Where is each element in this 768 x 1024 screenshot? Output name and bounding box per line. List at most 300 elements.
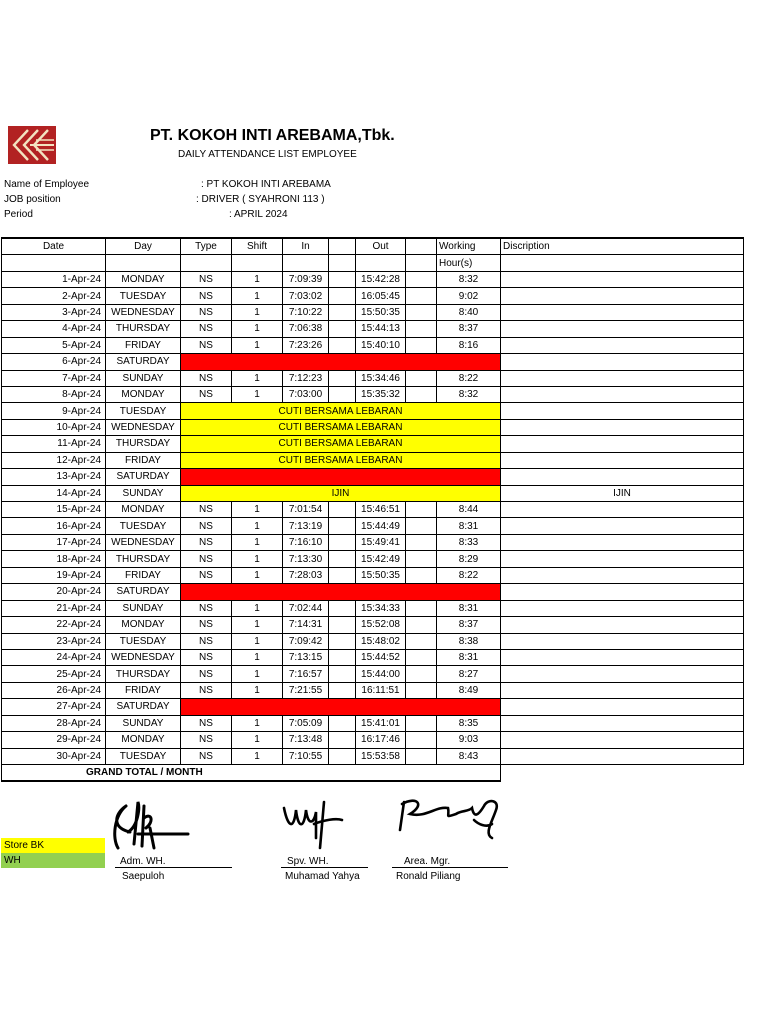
- signature-adm-wh: [108, 798, 192, 862]
- hours-cell: 8:31: [437, 600, 501, 616]
- table-row: [2, 732, 744, 748]
- table-row: [2, 502, 744, 518]
- company-name: PT. KOKOH INTI AREBAMA,Tbk.: [150, 127, 395, 144]
- shift-cell: 1: [232, 534, 283, 550]
- shift-cell: 1: [232, 715, 283, 731]
- date-cell: 23-Apr-24: [2, 633, 106, 649]
- date-cell: 15-Apr-24: [2, 502, 106, 518]
- description-cell: [501, 436, 744, 452]
- description-cell: [501, 403, 744, 419]
- spacer-cell: [406, 748, 437, 764]
- spacer-cell: [329, 600, 356, 616]
- shift-cell: 1: [232, 304, 283, 320]
- day-cell: SUNDAY: [106, 715, 181, 731]
- table-row: [2, 534, 744, 550]
- description-cell: [501, 469, 744, 485]
- type-cell: NS: [181, 288, 232, 304]
- spacer-cell: [329, 386, 356, 402]
- spacer-cell: [406, 633, 437, 649]
- out-cell: 15:34:33: [356, 600, 406, 616]
- type-cell: NS: [181, 715, 232, 731]
- description-cell: [501, 419, 744, 435]
- date-cell: 9-Apr-24: [2, 403, 106, 419]
- date-cell: 24-Apr-24: [2, 649, 106, 665]
- hours-cell: 8:27: [437, 666, 501, 682]
- shift-cell: 1: [232, 502, 283, 518]
- day-cell: FRIDAY: [106, 567, 181, 583]
- date-cell: 16-Apr-24: [2, 518, 106, 534]
- in-cell: 7:03:00: [283, 386, 329, 402]
- table-row: [2, 567, 744, 583]
- shift-cell: 1: [232, 682, 283, 698]
- description-cell: [501, 534, 744, 550]
- period-label: Period: [4, 209, 33, 220]
- header-working: Working: [437, 238, 501, 255]
- signature-line-1: [115, 867, 232, 868]
- date-cell: 14-Apr-24: [2, 485, 106, 501]
- hours-cell: 9:02: [437, 288, 501, 304]
- description-cell: [501, 551, 744, 567]
- description-cell: [501, 699, 744, 715]
- leave-cell: IJIN: [181, 485, 501, 501]
- spacer-cell: [406, 649, 437, 665]
- header-spacer: [329, 238, 356, 255]
- day-cell: SATURDAY: [106, 699, 181, 715]
- date-cell: 21-Apr-24: [2, 600, 106, 616]
- type-cell: NS: [181, 748, 232, 764]
- in-cell: 7:06:38: [283, 321, 329, 337]
- description-cell: [501, 502, 744, 518]
- spacer-cell: [329, 321, 356, 337]
- in-cell: 7:12:23: [283, 370, 329, 386]
- description-cell: [501, 337, 744, 353]
- hours-cell: 9:03: [437, 732, 501, 748]
- date-cell: 18-Apr-24: [2, 551, 106, 567]
- spacer-cell: [329, 666, 356, 682]
- description-cell: [501, 271, 744, 287]
- table-row: [2, 452, 744, 468]
- table-row: [2, 518, 744, 534]
- signature-title-1: Adm. WH.: [120, 856, 166, 867]
- grand-total-label: GRAND TOTAL / MONTH: [2, 765, 501, 782]
- spacer-cell: [329, 567, 356, 583]
- description-cell: [501, 617, 744, 633]
- in-cell: 7:23:26: [283, 337, 329, 353]
- header-description: Discription: [501, 238, 744, 255]
- shift-cell: 1: [232, 337, 283, 353]
- spacer-cell: [329, 748, 356, 764]
- spacer-cell: [329, 271, 356, 287]
- table-row: [2, 584, 744, 600]
- description-cell: [501, 600, 744, 616]
- day-cell: WEDNESDAY: [106, 304, 181, 320]
- shift-cell: 1: [232, 370, 283, 386]
- spacer-cell: [406, 518, 437, 534]
- out-cell: 15:35:32: [356, 386, 406, 402]
- header-row: [2, 238, 744, 255]
- date-cell: 2-Apr-24: [2, 288, 106, 304]
- description-cell: [501, 584, 744, 600]
- type-cell: NS: [181, 551, 232, 567]
- shift-cell: 1: [232, 649, 283, 665]
- type-cell: NS: [181, 617, 232, 633]
- type-cell: NS: [181, 633, 232, 649]
- spacer-cell: [329, 633, 356, 649]
- table-row: [2, 682, 744, 698]
- type-cell: NS: [181, 304, 232, 320]
- spacer-cell: [329, 682, 356, 698]
- out-cell: 15:50:35: [356, 567, 406, 583]
- spacer-cell: [406, 666, 437, 682]
- hours-cell: 8:35: [437, 715, 501, 731]
- table-row: [2, 337, 744, 353]
- day-cell: SUNDAY: [106, 600, 181, 616]
- in-cell: 7:13:30: [283, 551, 329, 567]
- type-cell: NS: [181, 271, 232, 287]
- spacer-cell: [329, 370, 356, 386]
- type-cell: NS: [181, 600, 232, 616]
- header-in: In: [283, 238, 329, 255]
- hours-cell: 8:31: [437, 518, 501, 534]
- out-cell: 15:41:01: [356, 715, 406, 731]
- header-shift: Shift: [232, 238, 283, 255]
- date-cell: 5-Apr-24: [2, 337, 106, 353]
- table-row: [2, 370, 744, 386]
- description-cell: [501, 386, 744, 402]
- header-out: Out: [356, 238, 406, 255]
- table-row: [2, 469, 744, 485]
- legend-store-bk: Store BK: [1, 838, 105, 853]
- in-cell: 7:10:22: [283, 304, 329, 320]
- table-row: [2, 485, 744, 501]
- hours-cell: 8:22: [437, 567, 501, 583]
- in-cell: 7:14:31: [283, 617, 329, 633]
- day-cell: WEDNESDAY: [106, 419, 181, 435]
- job-position-label: JOB position: [4, 194, 61, 205]
- type-cell: NS: [181, 567, 232, 583]
- out-cell: 15:40:10: [356, 337, 406, 353]
- employee-name-label: Name of Employee: [4, 179, 90, 190]
- date-cell: 3-Apr-24: [2, 304, 106, 320]
- table-row: [2, 748, 744, 764]
- in-cell: 7:21:55: [283, 682, 329, 698]
- day-cell: MONDAY: [106, 502, 181, 518]
- type-cell: NS: [181, 321, 232, 337]
- shift-cell: 1: [232, 271, 283, 287]
- spacer-cell: [406, 617, 437, 633]
- shift-cell: 1: [232, 666, 283, 682]
- out-cell: 15:34:46: [356, 370, 406, 386]
- date-cell: 28-Apr-24: [2, 715, 106, 731]
- spacer-cell: [406, 551, 437, 567]
- table-row: [2, 649, 744, 665]
- shift-cell: 1: [232, 321, 283, 337]
- in-cell: 7:13:48: [283, 732, 329, 748]
- off-cell: OFF: [181, 699, 501, 715]
- description-cell: [501, 666, 744, 682]
- shift-cell: 1: [232, 600, 283, 616]
- type-cell: NS: [181, 502, 232, 518]
- table-row: [2, 304, 744, 320]
- grand-total-row: [2, 765, 744, 782]
- table-row: [2, 419, 744, 435]
- description-cell: [501, 354, 744, 370]
- day-cell: FRIDAY: [106, 682, 181, 698]
- in-cell: 7:09:39: [283, 271, 329, 287]
- date-cell: 8-Apr-24: [2, 386, 106, 402]
- type-cell: NS: [181, 337, 232, 353]
- spacer-cell: [329, 337, 356, 353]
- in-cell: 7:13:19: [283, 518, 329, 534]
- spacer-cell: [406, 567, 437, 583]
- day-cell: SATURDAY: [106, 584, 181, 600]
- table-row: [2, 354, 744, 370]
- in-cell: 7:10:55: [283, 748, 329, 764]
- table-row: [2, 436, 744, 452]
- spacer-cell: [329, 551, 356, 567]
- spacer-cell: [406, 715, 437, 731]
- hours-cell: 8:37: [437, 321, 501, 337]
- out-cell: 15:44:49: [356, 518, 406, 534]
- description-cell: [501, 567, 744, 583]
- in-cell: 7:05:09: [283, 715, 329, 731]
- date-cell: 6-Apr-24: [2, 354, 106, 370]
- header-spacer: [406, 238, 437, 255]
- out-cell: 15:48:02: [356, 633, 406, 649]
- type-cell: NS: [181, 682, 232, 698]
- day-cell: SUNDAY: [106, 370, 181, 386]
- out-cell: 15:44:13: [356, 321, 406, 337]
- header-type: Type: [181, 238, 232, 255]
- date-cell: 20-Apr-24: [2, 584, 106, 600]
- date-cell: 7-Apr-24: [2, 370, 106, 386]
- spacer-cell: [329, 518, 356, 534]
- day-cell: FRIDAY: [106, 452, 181, 468]
- table-row: [2, 617, 744, 633]
- description-cell: [501, 518, 744, 534]
- attendance-table: [1, 237, 744, 782]
- in-cell: 7:28:03: [283, 567, 329, 583]
- signature-area-mgr: [396, 794, 506, 842]
- day-cell: TUESDAY: [106, 633, 181, 649]
- signature-title-2: Spv. WH.: [287, 856, 329, 867]
- out-cell: 16:05:45: [356, 288, 406, 304]
- day-cell: MONDAY: [106, 386, 181, 402]
- date-cell: 4-Apr-24: [2, 321, 106, 337]
- description-cell: [501, 682, 744, 698]
- in-cell: 7:01:54: [283, 502, 329, 518]
- hours-cell: 8:32: [437, 271, 501, 287]
- table-row: [2, 715, 744, 731]
- day-cell: TUESDAY: [106, 403, 181, 419]
- document-subtitle: DAILY ATTENDANCE LIST EMPLOYEE: [178, 149, 357, 160]
- day-cell: TUESDAY: [106, 288, 181, 304]
- description-cell: [501, 732, 744, 748]
- date-cell: 19-Apr-24: [2, 567, 106, 583]
- spacer-cell: [406, 600, 437, 616]
- day-cell: WEDNESDAY: [106, 649, 181, 665]
- spacer-cell: [329, 732, 356, 748]
- signature-title-3: Area. Mgr.: [404, 856, 451, 867]
- hours-cell: 8:22: [437, 370, 501, 386]
- type-cell: NS: [181, 534, 232, 550]
- hours-cell: 8:29: [437, 551, 501, 567]
- leave-cell: CUTI BERSAMA LEBARAN: [181, 452, 501, 468]
- day-cell: MONDAY: [106, 617, 181, 633]
- description-cell: [501, 288, 744, 304]
- shift-cell: 1: [232, 551, 283, 567]
- legend-wh: WH: [1, 853, 105, 868]
- type-cell: NS: [181, 518, 232, 534]
- spacer-cell: [406, 321, 437, 337]
- spacer-cell: [329, 715, 356, 731]
- date-cell: 17-Apr-24: [2, 534, 106, 550]
- out-cell: 15:42:49: [356, 551, 406, 567]
- off-cell: OFF: [181, 469, 501, 485]
- day-cell: TUESDAY: [106, 748, 181, 764]
- day-cell: MONDAY: [106, 271, 181, 287]
- out-cell: 15:44:00: [356, 666, 406, 682]
- shift-cell: 1: [232, 288, 283, 304]
- shift-cell: 1: [232, 567, 283, 583]
- header-day: Day: [106, 238, 181, 255]
- table-row: [2, 403, 744, 419]
- spacer-cell: [406, 502, 437, 518]
- out-cell: 15:50:35: [356, 304, 406, 320]
- header-row-2: [2, 255, 744, 271]
- shift-cell: 1: [232, 617, 283, 633]
- shift-cell: 1: [232, 386, 283, 402]
- hours-cell: 8:37: [437, 617, 501, 633]
- hours-cell: 8:33: [437, 534, 501, 550]
- leave-cell: CUTI BERSAMA LEBARAN: [181, 419, 501, 435]
- day-cell: THURSDAY: [106, 321, 181, 337]
- spacer-cell: [406, 304, 437, 320]
- date-cell: 29-Apr-24: [2, 732, 106, 748]
- hours-cell: 8:49: [437, 682, 501, 698]
- shift-cell: 1: [232, 748, 283, 764]
- spacer-cell: [406, 534, 437, 550]
- type-cell: NS: [181, 386, 232, 402]
- spacer-cell: [406, 370, 437, 386]
- description-cell: IJIN: [501, 485, 744, 501]
- leave-cell: CUTI BERSAMA LEBARAN: [181, 403, 501, 419]
- header-date: Date: [2, 238, 106, 255]
- table-row: [2, 551, 744, 567]
- table-row: [2, 666, 744, 682]
- day-cell: SATURDAY: [106, 354, 181, 370]
- day-cell: MONDAY: [106, 732, 181, 748]
- spacer-cell: [329, 617, 356, 633]
- hours-cell: 8:40: [437, 304, 501, 320]
- spacer-cell: [329, 304, 356, 320]
- hours-cell: 8:44: [437, 502, 501, 518]
- spacer-cell: [406, 288, 437, 304]
- signature-line-2: [281, 867, 368, 868]
- hours-cell: 8:31: [437, 649, 501, 665]
- header-hours: Hour(s): [437, 255, 501, 271]
- table-row: [2, 288, 744, 304]
- signature-spv-wh: [280, 798, 346, 854]
- day-cell: THURSDAY: [106, 551, 181, 567]
- day-cell: THURSDAY: [106, 436, 181, 452]
- day-cell: SUNDAY: [106, 485, 181, 501]
- description-cell: [501, 748, 744, 764]
- description-cell: [501, 321, 744, 337]
- in-cell: 7:13:15: [283, 649, 329, 665]
- signature-name-2: Muhamad Yahya: [285, 871, 360, 882]
- description-cell: [501, 715, 744, 731]
- day-cell: SATURDAY: [106, 469, 181, 485]
- off-cell: OFF: [181, 584, 501, 600]
- day-cell: WEDNESDAY: [106, 534, 181, 550]
- type-cell: NS: [181, 732, 232, 748]
- spacer-cell: [406, 732, 437, 748]
- spacer-cell: [406, 337, 437, 353]
- out-cell: 15:44:52: [356, 649, 406, 665]
- hours-cell: 8:16: [437, 337, 501, 353]
- shift-cell: 1: [232, 633, 283, 649]
- shift-cell: 1: [232, 732, 283, 748]
- company-logo: [8, 126, 56, 164]
- date-cell: 25-Apr-24: [2, 666, 106, 682]
- hours-cell: 8:43: [437, 748, 501, 764]
- table-row: [2, 271, 744, 287]
- hours-cell: 8:32: [437, 386, 501, 402]
- description-cell: [501, 304, 744, 320]
- out-cell: 15:53:58: [356, 748, 406, 764]
- signature-name-3: Ronald Piliang: [396, 871, 461, 882]
- spacer-cell: [329, 288, 356, 304]
- leave-cell: CUTI BERSAMA LEBARAN: [181, 436, 501, 452]
- description-cell: [501, 370, 744, 386]
- signature-name-1: Saepuloh: [122, 871, 165, 882]
- description-cell: [501, 452, 744, 468]
- day-cell: FRIDAY: [106, 337, 181, 353]
- off-cell: OFF: [181, 354, 501, 370]
- spacer-cell: [329, 502, 356, 518]
- job-position-value: : DRIVER ( SYAHRONI 113 ): [196, 194, 325, 205]
- day-cell: TUESDAY: [106, 518, 181, 534]
- date-cell: 27-Apr-24: [2, 699, 106, 715]
- day-cell: THURSDAY: [106, 666, 181, 682]
- table-row: [2, 633, 744, 649]
- in-cell: 7:02:44: [283, 600, 329, 616]
- out-cell: 16:17:46: [356, 732, 406, 748]
- signature-line-3: [392, 867, 508, 868]
- table-row: [2, 600, 744, 616]
- period-value: : APRIL 2024: [229, 209, 288, 220]
- table-row: [2, 386, 744, 402]
- table-row: [2, 699, 744, 715]
- date-cell: 13-Apr-24: [2, 469, 106, 485]
- type-cell: NS: [181, 649, 232, 665]
- date-cell: 10-Apr-24: [2, 419, 106, 435]
- date-cell: 11-Apr-24: [2, 436, 106, 452]
- spacer-cell: [329, 534, 356, 550]
- description-cell: [501, 649, 744, 665]
- in-cell: 7:03:02: [283, 288, 329, 304]
- in-cell: 7:16:57: [283, 666, 329, 682]
- shift-cell: 1: [232, 518, 283, 534]
- date-cell: 22-Apr-24: [2, 617, 106, 633]
- employee-name-value: : PT KOKOH INTI AREBAMA: [201, 179, 331, 190]
- date-cell: 12-Apr-24: [2, 452, 106, 468]
- out-cell: 15:49:41: [356, 534, 406, 550]
- date-cell: 30-Apr-24: [2, 748, 106, 764]
- description-cell: [501, 633, 744, 649]
- spacer-cell: [406, 271, 437, 287]
